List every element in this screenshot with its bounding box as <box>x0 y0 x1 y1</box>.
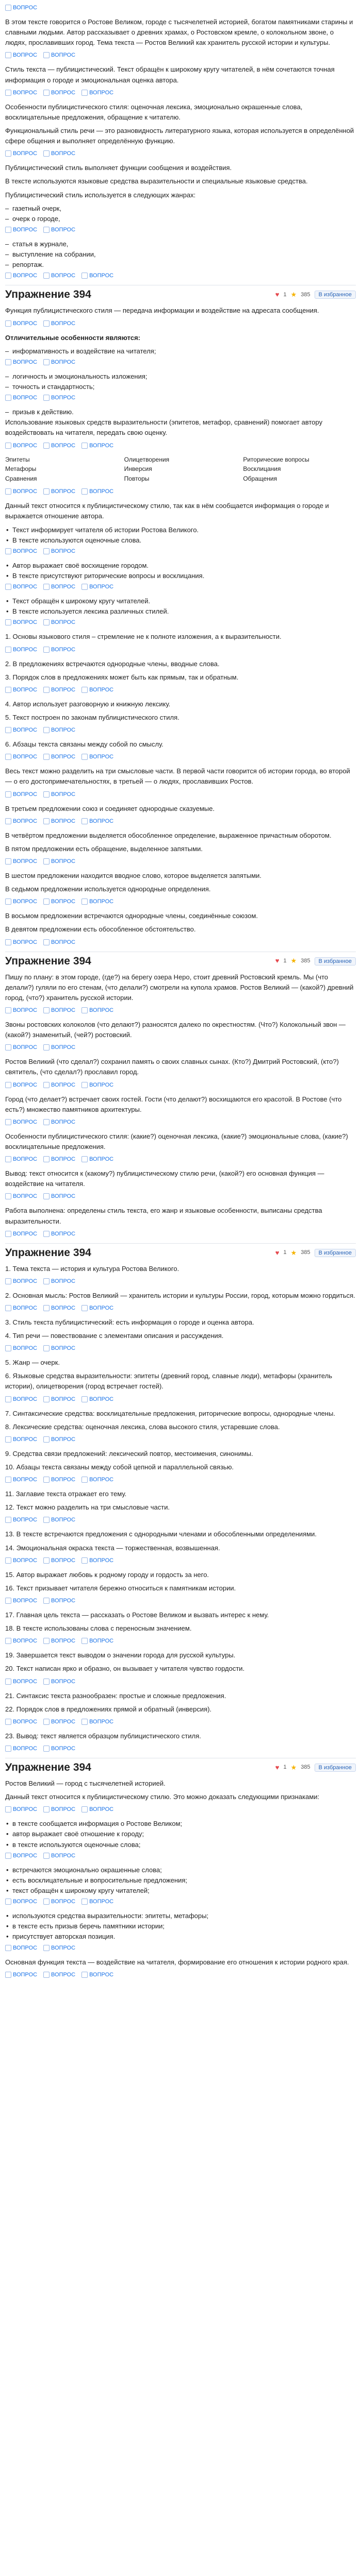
question-link[interactable]: ВОПРОС <box>43 1677 75 1686</box>
question-link[interactable]: ВОПРОС <box>5 790 37 799</box>
list-item: – логичность и эмоциональность изложения; <box>5 371 356 382</box>
question-link[interactable]: ВОПРОС <box>81 1971 113 1979</box>
paragraph: Работа выполнена: определены стиль текста, его жанр и языковые особенности, выписаны средства выразительности. <box>5 1207 322 1225</box>
toolbar <box>5 442 356 450</box>
views-count: 385 <box>301 958 310 964</box>
paragraph: Особенности публицистического стиля: (какие?) оценочная лексика, (какие?) эмоциональные слова, (какие?) восклицательные предложения. <box>5 1132 348 1150</box>
paragraph: 16. Текст призывает читателя бережно относиться к памятникам истории. <box>5 1584 236 1592</box>
toolbar <box>5 726 356 734</box>
question-link[interactable]: ВОПРОС <box>43 897 75 906</box>
heart-icon[interactable]: ♥ <box>275 1248 280 1257</box>
star-icon[interactable]: ★ <box>290 1763 297 1771</box>
paragraph: Весь текст можно разделить на три смысловые части. В первой части говорится об истории города, во второй — о его достопримечательностях, в третьей — о людях, прославивших Ростов. <box>5 767 350 786</box>
question-link[interactable]: ВОПРОС <box>43 1081 75 1089</box>
question-link[interactable]: ВОПРОС <box>5 442 37 450</box>
toolbar <box>5 1597 356 1605</box>
question-link[interactable]: ВОПРОС <box>43 272 75 280</box>
question-link[interactable]: ВОПРОС <box>43 1230 75 1238</box>
question-link[interactable]: ВОПРОС <box>5 1230 37 1238</box>
devices-table <box>5 455 356 484</box>
likes-count: 1 <box>283 958 287 964</box>
question-link[interactable]: ВОПРОС <box>5 319 37 328</box>
exercise-title: Упражнение 394 <box>5 1761 91 1774</box>
toolbar <box>5 1006 356 1014</box>
list-item: • В тексте присутствуют риторические вопросы и восклицания. <box>5 571 356 581</box>
toolbar <box>5 1971 356 1979</box>
table-cell: Восклицания <box>243 465 281 473</box>
question-link[interactable]: ВОПРОС <box>43 1435 75 1444</box>
question-link[interactable]: ВОПРОС <box>81 1637 113 1645</box>
question-link[interactable]: ВОПРОС <box>43 1852 75 1860</box>
exercise-title: Упражнение 394 <box>5 289 91 301</box>
paragraph: В шестом предложении находится вводное слово, которое выделяется запятыми. <box>5 871 262 879</box>
toolbar <box>5 583 356 591</box>
table-cell: Эпитеты <box>5 455 30 463</box>
question-link[interactable]: ВОПРОС <box>43 89 75 97</box>
paragraph: Функция публицистического стиля — передача информации и воздействие на адресата сообщения. <box>5 307 319 315</box>
question-link[interactable]: ВОПРОС <box>43 358 75 366</box>
toolbar <box>5 51 356 59</box>
paragraph: В четвёртом предложении выделяется обособленное определение, выраженное причастным оборотом. <box>5 831 332 839</box>
list-item: • встречаются эмоционально окрашенные слова; <box>5 1865 356 1875</box>
exercise-title: Упражнение 394 <box>5 1246 91 1259</box>
heart-icon[interactable]: ♥ <box>275 957 280 965</box>
exercise-title: Упражнение 394 <box>5 955 91 967</box>
question-link[interactable]: ВОПРОС <box>43 1155 75 1163</box>
toolbar <box>5 149 356 158</box>
toolbar <box>5 394 356 402</box>
toolbar <box>5 358 356 366</box>
question-link[interactable]: ВОПРОС <box>43 753 75 761</box>
list-item: – призыв к действию. <box>5 407 356 417</box>
question-link[interactable]: ВОПРОС <box>81 272 113 280</box>
question-link[interactable]: ВОПРОС <box>81 1081 113 1089</box>
star-icon[interactable]: ★ <box>290 957 297 965</box>
table-cell: Риторические вопросы <box>243 455 309 463</box>
question-link[interactable]: ВОПРОС <box>43 487 75 496</box>
question-link[interactable]: ВОПРОС <box>5 583 37 591</box>
question-link[interactable]: ВОПРОС <box>5 1118 37 1126</box>
question-link[interactable]: ВОПРОС <box>5 1971 37 1979</box>
likes-count: 1 <box>283 291 287 298</box>
question-link[interactable]: ВОПРОС <box>5 1852 37 1860</box>
list-item: • есть восклицательные и вопросительные предложения; <box>5 1875 356 1886</box>
paragraph: В девятом предложении есть обособленное обстоятельство. <box>5 925 196 934</box>
list-item: – репортаж. <box>5 260 356 270</box>
toolbar <box>5 938 356 946</box>
question-link[interactable]: ВОПРОС <box>81 1155 113 1163</box>
heart-icon[interactable]: ♥ <box>275 1763 280 1771</box>
question-link[interactable]: ВОПРОС <box>5 1344 37 1352</box>
question-link[interactable]: ВОПРОС <box>43 1277 75 1285</box>
list-item: • в тексте есть призыв беречь памятники истории; <box>5 1921 356 1931</box>
favorite-button[interactable]: В избранное <box>315 1764 356 1772</box>
table-cell: Олицетворения <box>124 455 170 463</box>
table-cell: Метафоры <box>5 465 37 473</box>
question-link[interactable]: ВОПРОС <box>43 686 75 694</box>
paragraph: 6. Абзацы текста связаны между собой по смыслу. <box>5 740 163 749</box>
question-link[interactable]: ВОПРОС <box>43 618 75 626</box>
paragraph: 20. Текст написан ярко и образно, он вызывает у читателя чувство гордости. <box>5 1665 245 1673</box>
paragraph: Ростов Великий (что сделал?) сохранил память о своих славных сынах. (Кто?) Дмитрий Ростовский, (кто?) святитель, (что сделал?) прославил город. <box>5 1058 339 1076</box>
subheading: Отличительные особенности являются: <box>5 333 140 342</box>
question-link[interactable]: ВОПРОС <box>5 1476 37 1484</box>
toolbar <box>5 1118 356 1126</box>
question-link[interactable]: ВОПРОС <box>81 1556 113 1565</box>
favorite-button[interactable]: В избранное <box>315 1249 356 1257</box>
question-link[interactable]: ВОПРОС <box>81 817 113 825</box>
question-link[interactable]: ВОПРОС <box>81 89 113 97</box>
toolbar <box>5 1395 356 1403</box>
paragraph: 11. Заглавие текста отражает его тему. <box>5 1490 127 1498</box>
question-link[interactable]: ВОПРОС <box>5 897 37 906</box>
exercise-meta <box>275 1248 356 1258</box>
paragraph: 3. Стиль текста публицистический: есть информация о городе и оценка автора. <box>5 1318 254 1326</box>
question-link[interactable]: ВОПРОС <box>5 1677 37 1686</box>
question-link[interactable]: ВОПРОС <box>5 1081 37 1089</box>
toolbar <box>5 89 356 97</box>
question-link[interactable]: ВОПРОС <box>5 1006 37 1014</box>
question-link[interactable]: ВОПРОС <box>5 547 37 555</box>
paragraph: Звоны ростовских колоколов (что делают?) разносятся далеко по окрестностям. (Что?) Колокольный звон — (какой?) знаменитый, (чей?) ростовский. <box>5 1020 346 1039</box>
question-link[interactable]: ВОПРОС <box>43 1118 75 1126</box>
toolbar <box>5 1230 356 1238</box>
question-link[interactable]: ВОПРОС <box>5 358 37 366</box>
favorite-button[interactable]: В избранное <box>315 291 356 299</box>
toolbar <box>5 1277 356 1285</box>
list-item: • в тексте используются оценочные слова; <box>5 1840 356 1850</box>
paragraph: 19. Завершается текст выводом о значении города для русской культуры. <box>5 1651 236 1659</box>
toolbar <box>5 4 356 12</box>
question-link[interactable]: ВОПРОС <box>5 1043 37 1052</box>
toolbar <box>5 487 356 496</box>
likes-count: 1 <box>283 1764 287 1771</box>
paragraph: 5. Жанр — очерк. <box>5 1359 60 1367</box>
question-link[interactable]: ВОПРОС <box>43 1192 75 1200</box>
question-link[interactable]: ВОПРОС <box>81 1476 113 1484</box>
question-link[interactable]: ВОПРОС <box>5 817 37 825</box>
question-link[interactable]: ВОПРОС <box>43 1516 75 1524</box>
paragraph: 2. Основная мысль: Ростов Великий — хранитель истории и культуры России, город, которым можно гордиться. <box>5 1291 355 1299</box>
question-link[interactable]: ВОПРОС <box>5 686 37 694</box>
paragraph: 23. Вывод: текст является образцом публицистического стиля. <box>5 1732 201 1740</box>
toolbar <box>5 1944 356 1952</box>
question-link[interactable]: ВОПРОС <box>5 857 37 866</box>
paragraph: Город (что делает?) встречает своих гостей. Гости (что делают?) восхищаются его красотой. В Ростове (что есть?) множество памятников архитектуры. <box>5 1095 342 1113</box>
question-link[interactable]: ВОПРОС <box>81 442 113 450</box>
list-item: • В тексте используются оценочные слова. <box>5 535 356 546</box>
toolbar <box>5 1043 356 1052</box>
question-link[interactable]: ВОПРОС <box>81 897 113 906</box>
question-link[interactable]: ВОПРОС <box>5 753 37 761</box>
question-link[interactable]: ВОПРОС <box>5 1516 37 1524</box>
question-link[interactable]: ВОПРОС <box>81 1395 113 1403</box>
question-link[interactable]: ВОПРОС <box>81 1897 113 1906</box>
paragraph: Стиль текста — публицистический. Текст обращён к широкому кругу читателей, в нём сочетаются точная информация о городе и эмоциональная оценка автора. <box>5 65 335 84</box>
question-link[interactable]: ВОПРОС <box>5 1277 37 1285</box>
question-link[interactable]: ВОПРОС <box>43 1006 75 1014</box>
question-link[interactable]: ВОПРОС <box>43 1971 75 1979</box>
question-link[interactable]: ВОПРОС <box>43 1944 75 1952</box>
toolbar <box>5 1805 356 1814</box>
question-link[interactable]: ВОПРОС <box>43 583 75 591</box>
question-link[interactable]: ВОПРОС <box>5 1435 37 1444</box>
toolbar <box>5 1744 356 1753</box>
paragraph: Использование языковых средств выразительности (эпитетов, метафор, сравнений) помогает автору воздействовать на читателя, передать свою оценку. <box>5 418 323 437</box>
paragraph: 2. В предложениях встречаются однородные члены, вводные слова. <box>5 659 220 668</box>
question-link[interactable]: ВОПРОС <box>43 1043 75 1052</box>
table-cell: Обращения <box>243 474 277 482</box>
toolbar <box>5 1081 356 1089</box>
list-item: – точность и стандартность; <box>5 382 356 392</box>
question-link[interactable]: ВОПРОС <box>5 1155 37 1163</box>
table-cell: Инверсия <box>124 465 152 473</box>
table-cell: Повторы <box>124 474 150 482</box>
question-link[interactable]: ВОПРОС <box>43 149 75 158</box>
question-link[interactable]: ВОПРОС <box>43 646 75 654</box>
toolbar <box>5 857 356 866</box>
toolbar <box>5 897 356 906</box>
toolbar <box>5 646 356 654</box>
paragraph: 22. Порядок слов в предложениях прямой и обратный (инверсия). <box>5 1705 212 1713</box>
question-link[interactable]: ВОПРОС <box>43 938 75 946</box>
toolbar <box>5 1718 356 1726</box>
question-link[interactable]: ВОПРОС <box>81 1718 113 1726</box>
paragraph: В восьмом предложении встречаются однородные члены, соединённые союзом. <box>5 912 258 920</box>
heart-icon[interactable]: ♥ <box>275 291 280 299</box>
question-link[interactable]: ВОПРОС <box>5 226 37 234</box>
question-link[interactable]: ВОПРОС <box>81 686 113 694</box>
list-item: • в тексте сообщается информация о Ростове Великом; <box>5 1819 356 1829</box>
list-item: – газетный очерк, <box>5 204 356 214</box>
question-link[interactable]: ВОПРОС <box>43 1805 75 1814</box>
paragraph: В третьем предложении союз и соединяет однородные сказуемые. <box>5 804 215 812</box>
question-link[interactable]: ВОПРОС <box>43 1718 75 1726</box>
paragraph: Особенности публицистического стиля: оценочная лексика, эмоционально окрашенные слова, восклицательные предложения, обращение к читателю. <box>5 103 303 121</box>
question-link[interactable]: ВОПРОС <box>43 1556 75 1565</box>
question-link[interactable]: ВОПРОС <box>5 394 37 402</box>
list-item: • используются средства выразительности: эпитеты, метафоры; <box>5 1911 356 1921</box>
views-count: 385 <box>301 291 310 298</box>
paragraph: Данный текст относится к публицистическому стилю. Это можно доказать следующими признаками: <box>5 1793 320 1801</box>
question-link[interactable]: ВОПРОС <box>43 1637 75 1645</box>
list-item: • Текст информирует читателя об истории Ростова Великого. <box>5 525 356 535</box>
toolbar <box>5 1192 356 1200</box>
toolbar <box>5 1344 356 1352</box>
question-link[interactable]: ВОПРОС <box>5 1805 37 1814</box>
paragraph: Данный текст относится к публицистическому стилю, так как в нём сообщается информация о городе и выражается отношение автора. <box>5 502 329 520</box>
paragraph: 4. Тип речи — повествование с элементами описания и рассуждения. <box>5 1332 224 1340</box>
question-link[interactable]: ВОПРОС <box>43 394 75 402</box>
paragraph: 1. Основы языкового стиля – стремление не к полноте изложения, а к выразительности. <box>5 633 282 641</box>
table-column <box>124 455 237 484</box>
question-link[interactable]: ВОПРОС <box>5 646 37 654</box>
question-link[interactable]: ВОПРОС <box>81 753 113 761</box>
favorite-button[interactable]: В избранное <box>315 957 356 965</box>
question-link[interactable]: ВОПРОС <box>5 1597 37 1605</box>
paragraph: В седьмом предложении используется однородные определения. <box>5 885 211 893</box>
question-link[interactable]: ВОПРОС <box>5 51 37 59</box>
question-link[interactable]: ВОПРОС <box>5 1718 37 1726</box>
paragraph: Ростов Великий — город с тысячелетней историей. <box>5 1780 166 1788</box>
paragraph: Публицистический стиль выполняет функции сообщения и воздействия. <box>5 164 232 172</box>
paragraph: 14. Эмоциональная окраска текста — торжественная, возвышенная. <box>5 1544 220 1552</box>
paragraph: 10. Абзацы текста связаны между собой цепной и параллельной связью. <box>5 1463 234 1471</box>
list-item: • Автор выражает своё восхищение городом. <box>5 561 356 571</box>
question-link[interactable]: ВОПРОС <box>43 226 75 234</box>
exercise-meta <box>275 290 356 300</box>
question-link[interactable]: ВОПРОС <box>43 319 75 328</box>
toolbar <box>5 1304 356 1312</box>
list-item: • присутствует авторская позиция. <box>5 1931 356 1942</box>
toolbar <box>5 1476 356 1484</box>
paragraph: В этом тексте говорится о Ростове Великом, городе с тысячелетней историей, богатом памятниками старины и славными людьми. Автор рассказывает о древних храмах, о Ростовском кремле, о колокольном звоне, о людях, прославивших город. Тема текста — Ростов Великий как хранитель русской истории и культуры. <box>5 18 353 47</box>
question-link[interactable]: ВОПРОС <box>81 583 113 591</box>
question-link[interactable]: ВОПРОС <box>5 1897 37 1906</box>
views-count: 385 <box>301 1764 310 1771</box>
toolbar <box>5 319 356 328</box>
question-link[interactable]: ВОПРОС <box>43 1597 75 1605</box>
toolbar <box>5 817 356 825</box>
toolbar <box>5 618 356 626</box>
question-link[interactable]: ВОПРОС <box>43 547 75 555</box>
paragraph: 9. Средства связи предложений: лексический повтор, местоимения, синонимы. <box>5 1449 253 1458</box>
list-item: • текст обращён к широкому кругу читателей; <box>5 1886 356 1896</box>
exercise-header <box>5 1758 356 1776</box>
toolbar <box>5 1516 356 1524</box>
question-link[interactable]: ВОПРОС <box>5 618 37 626</box>
views-count: 385 <box>301 1249 310 1256</box>
paragraph: 6. Языковые средства выразительности: эпитеты (древний город, славные люди), метафоры (хранитель истории), олицетворения (город встречает гостей). <box>5 1372 333 1391</box>
paragraph: 13. В тексте встречаются предложения с однородными членами и обособленными определениями. <box>5 1530 317 1538</box>
toolbar <box>5 1637 356 1645</box>
toolbar <box>5 272 356 280</box>
question-link[interactable]: ВОПРОС <box>43 442 75 450</box>
paragraph: 18. В тексте использованы слова с переносным значением. <box>5 1624 192 1633</box>
paragraph: 8. Лексические средства: оценочная лексика, слова высокого стиля, устаревшие слова. <box>5 1422 280 1431</box>
list-item: – выступление на собрании, <box>5 249 356 260</box>
paragraph: Функциональный стиль речи — это разновидность литературного языка, которая используется в определённой сфере общения и выполняет определённую функцию. <box>5 126 354 145</box>
table-cell: Сравнения <box>5 474 37 482</box>
question-link[interactable]: ВОПРОС <box>5 1192 37 1200</box>
question-link[interactable]: ВОПРОС <box>5 149 37 158</box>
star-icon[interactable]: ★ <box>290 291 297 299</box>
paragraph: В пятом предложении есть обращение, выделенное запятыми. <box>5 844 203 853</box>
toolbar <box>5 1155 356 1163</box>
question-link[interactable]: ВОПРОС <box>81 487 113 496</box>
list-item: • В тексте используется лексика различных стилей. <box>5 606 356 617</box>
toolbar <box>5 686 356 694</box>
toolbar <box>5 226 356 234</box>
list-item: • Текст обращён к широкому кругу читателей. <box>5 596 356 606</box>
question-link[interactable]: ВОПРОС <box>5 272 37 280</box>
likes-count: 1 <box>283 1249 287 1256</box>
paragraph: 12. Текст можно разделить на три смысловые части. <box>5 1503 170 1512</box>
question-link[interactable]: ВОПРОС <box>5 1637 37 1645</box>
question-link[interactable]: ВОПРОС <box>43 1395 75 1403</box>
paragraph: 1. Тема текста — история и культура Ростова Великого. <box>5 1264 179 1273</box>
question-link[interactable]: ВОПРОС <box>81 1805 113 1814</box>
exercise-header <box>5 952 356 970</box>
question-link[interactable]: ВОПРОС <box>43 1897 75 1906</box>
paragraph: 5. Текст построен по законам публицистического стиля. <box>5 713 179 721</box>
paragraph: 7. Синтаксические средства: восклицательные предложения, риторические вопросы, однородные члены. <box>5 1409 335 1417</box>
exercise-meta <box>275 956 356 966</box>
question-link[interactable]: ВОПРОС <box>5 1395 37 1403</box>
list-item: – очерк о городе, <box>5 214 356 224</box>
question-link[interactable]: ВОПРОС <box>43 857 75 866</box>
exercise-header <box>5 1243 356 1262</box>
question-link[interactable]: ВОПРОС <box>5 938 37 946</box>
question-link[interactable]: ВОПРОС <box>43 726 75 734</box>
question-link[interactable]: ВОПРОС <box>5 4 37 12</box>
list-item: • автор выражает своё отношение к городу; <box>5 1829 356 1839</box>
paragraph: 21. Синтаксис текста разнообразен: простые и сложные предложения. <box>5 1691 226 1700</box>
paragraph: Публицистический стиль используется в следующих жанрах: <box>5 191 196 199</box>
question-link[interactable]: ВОПРОС <box>5 1744 37 1753</box>
question-link[interactable]: ВОПРОС <box>81 1304 113 1312</box>
question-link[interactable]: ВОПРОС <box>5 487 37 496</box>
question-link[interactable]: ВОПРОС <box>81 1006 113 1014</box>
question-link[interactable]: ВОПРОС <box>5 89 37 97</box>
list-item: – статья в журнале, <box>5 239 356 249</box>
exercise-meta <box>275 1762 356 1773</box>
exercise-header <box>5 285 356 303</box>
paragraph: В тексте используются языковые средства выразительности и специальные языковые средства. <box>5 177 308 185</box>
paragraph: Вывод: текст относится к (какому?) публицистическому стилю речи, (какой?) его основная функция — воздействие на читателя. <box>5 1170 324 1188</box>
toolbar <box>5 1435 356 1444</box>
question-link[interactable]: ВОПРОС <box>5 1944 37 1952</box>
question-link[interactable]: ВОПРОС <box>5 726 37 734</box>
question-link[interactable]: ВОПРОС <box>43 790 75 799</box>
toolbar <box>5 1852 356 1860</box>
star-icon[interactable]: ★ <box>290 1248 297 1257</box>
paragraph: Пишу по плану: в этом городе, (где?) на берегу озера Неро, стоит древний Ростовский кремль. Мы (что делали?) гуляли по его стенам, (что делали?) смотрели на купола храмов. Ростов Великий — (какой?) древний город, (что?) хранитель русской истории. <box>5 973 354 1002</box>
toolbar <box>5 753 356 761</box>
paragraph: 15. Автор выражает любовь к родному городу и гордость за него. <box>5 1570 209 1579</box>
paragraph: 17. Главная цель текста — рассказать о Ростове Великом и вызвать интерес к нему. <box>5 1611 269 1619</box>
toolbar <box>5 547 356 555</box>
table-column <box>5 455 118 484</box>
paragraph: 3. Порядок слов в предложениях может быть как прямым, так и обратным. <box>5 673 239 681</box>
question-link[interactable]: ВОПРОС <box>5 1304 37 1312</box>
question-link[interactable]: ВОПРОС <box>5 1556 37 1565</box>
question-link[interactable]: ВОПРОС <box>43 51 75 59</box>
question-link[interactable]: ВОПРОС <box>43 1304 75 1312</box>
toolbar <box>5 1677 356 1686</box>
question-link[interactable]: ВОПРОС <box>43 817 75 825</box>
question-link[interactable]: ВОПРОС <box>43 1744 75 1753</box>
list-item: – информативность и воздействие на читателя; <box>5 346 356 357</box>
question-link[interactable]: ВОПРОС <box>43 1344 75 1352</box>
paragraph <box>5 333 356 343</box>
question-link[interactable]: ВОПРОС <box>43 1476 75 1484</box>
table-column <box>243 455 356 484</box>
paragraph: 4. Автор использует разговорную и книжную лексику. <box>5 700 171 708</box>
toolbar <box>5 790 356 799</box>
paragraph: Основная функция текста — воздействие на читателя, формирование его отношения к истории родного края. <box>5 1958 349 1966</box>
toolbar <box>5 1897 356 1906</box>
toolbar <box>5 1556 356 1565</box>
